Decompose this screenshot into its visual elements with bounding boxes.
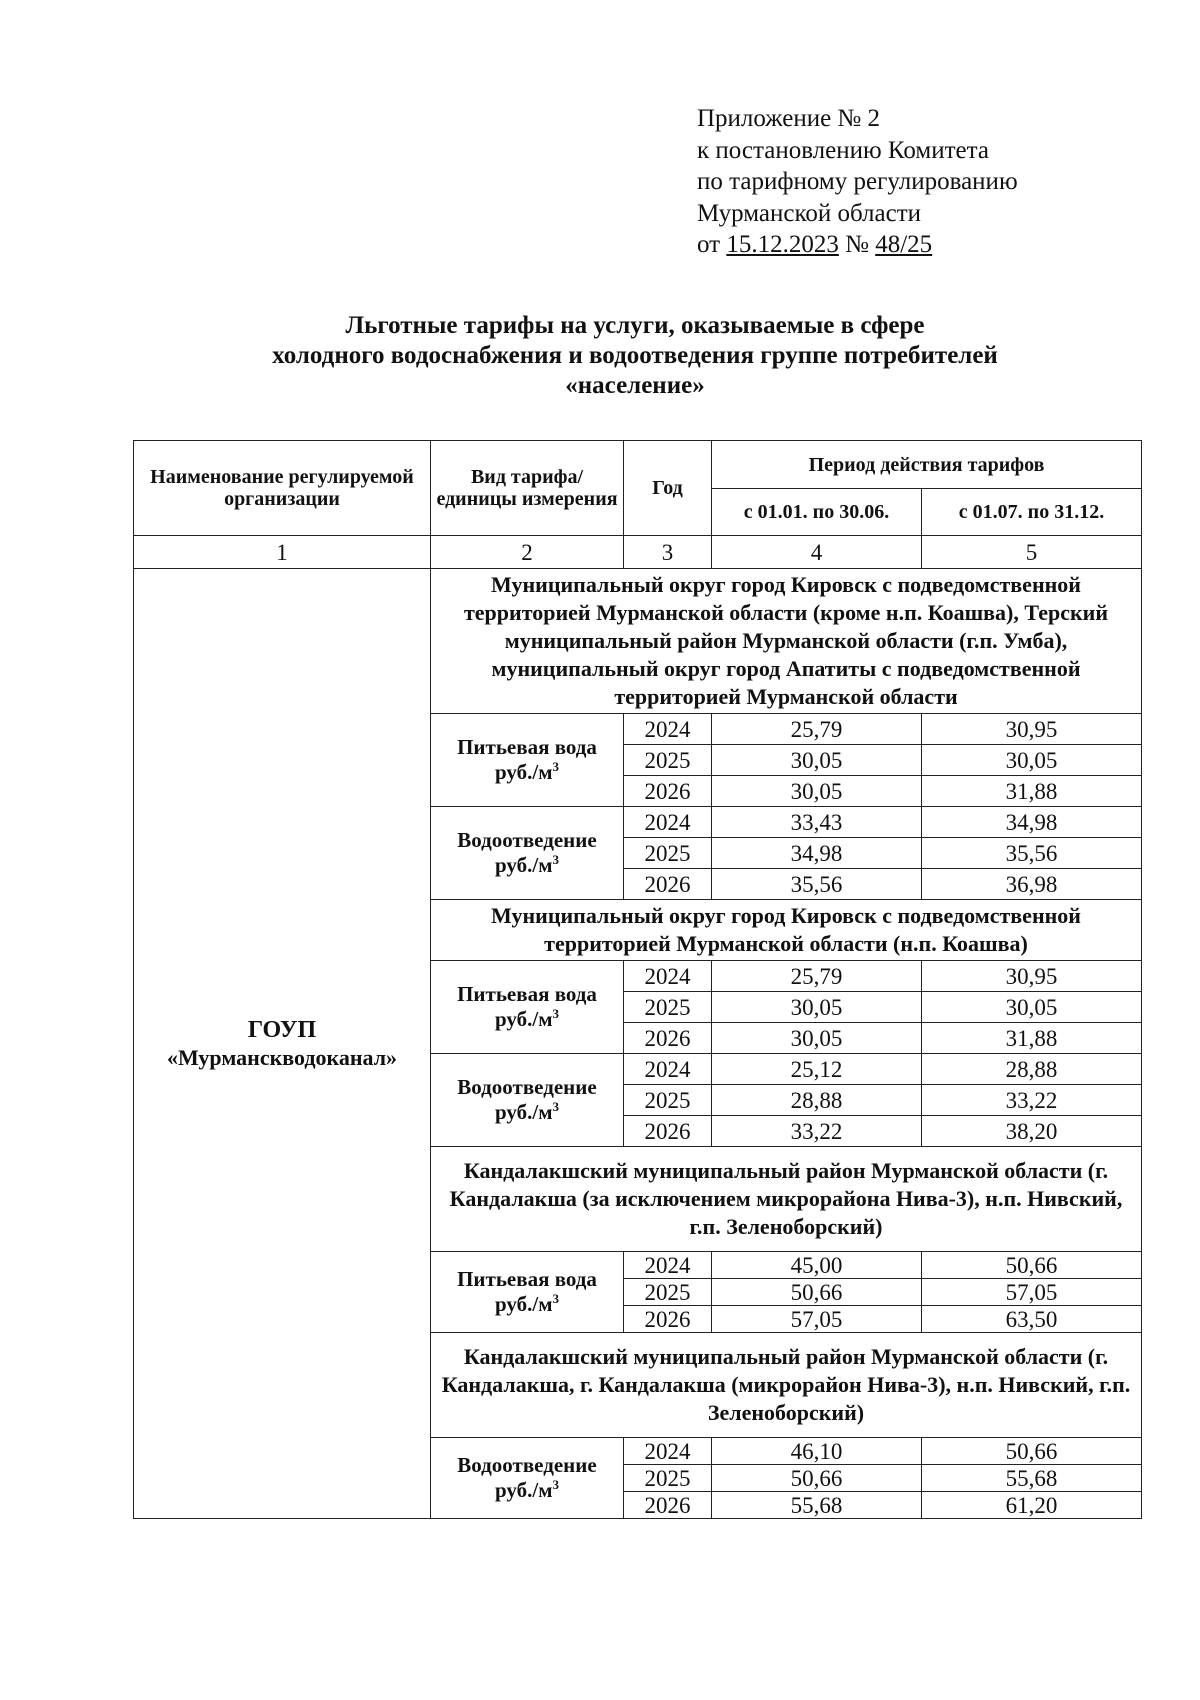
tariff-kind-label: Водоотведение (457, 828, 597, 852)
tariff-year: 2024 (624, 961, 712, 992)
tariff-year: 2024 (624, 1252, 712, 1279)
unit-label: руб./м (494, 1007, 553, 1031)
tariff-value-period-1: 50,66 (712, 1279, 922, 1306)
resolution-number: 48/25 (875, 231, 933, 258)
tariff-year: 2024 (624, 807, 712, 838)
tariff-year: 2025 (624, 838, 712, 869)
appendix-line: Мурманской области (697, 199, 922, 227)
appendix-block (697, 103, 1018, 261)
unit-label: руб./м (494, 760, 553, 784)
tariff-value-period-1: 33,22 (712, 1116, 922, 1147)
tariff-value-period-2: 30,95 (922, 714, 1142, 745)
tariff-value-period-2: 31,88 (922, 1023, 1142, 1054)
appendix-line: Приложение № 2 (697, 105, 881, 132)
header-org: Наименование регулируемой организации (134, 441, 431, 536)
tariff-kind-label: Водоотведение (457, 1075, 597, 1099)
unit-superscript: 3 (552, 1291, 559, 1306)
tariff-year: 2024 (624, 1438, 712, 1465)
header-period: Период действия тарифов (712, 441, 1142, 489)
unit-superscript: 3 (552, 1477, 559, 1492)
document-title (130, 311, 1140, 401)
tariff-value-period-1: 30,05 (712, 776, 922, 807)
tariff-value-period-2: 36,98 (922, 869, 1142, 900)
tariff-unit (431, 1478, 623, 1503)
tariff-kind-label: Питьевая вода (457, 735, 597, 759)
tariff-year: 2025 (624, 745, 712, 776)
title-line: «население» (565, 372, 705, 399)
unit-label: руб./м (494, 1100, 553, 1124)
tariff-unit (431, 1007, 623, 1032)
tariff-value-period-1: 25,79 (712, 714, 922, 745)
header-year: Год (624, 441, 712, 536)
tariff-kind (431, 1438, 624, 1519)
tariff-year: 2026 (624, 869, 712, 900)
tariff-year: 2026 (624, 1306, 712, 1333)
tariff-unit (431, 760, 623, 785)
tariff-year: 2026 (624, 1023, 712, 1054)
tariff-value-period-2: 57,05 (922, 1279, 1142, 1306)
unit-superscript: 3 (552, 852, 559, 867)
region-name: Муниципальный округ город Кировск с подведомственной территорией Мурманской области (кроме н.п. Коашва), Терский муниципальный район Мурманской области (г.п. Умба), муниципальный округ город Апатиты с подведомственной территорией Мурманской области (431, 569, 1142, 714)
tariff-unit (431, 1100, 623, 1125)
region-name: Кандалакшский муниципальный район Мурманской области (г. Кандалакша (за исключением микрорайона Нива-3), н.п. Нивский, г.п. Зеленоборский) (431, 1147, 1142, 1252)
region-row (134, 569, 1142, 714)
tariff-year: 2026 (624, 776, 712, 807)
header-kind: Вид тарифа/единицы измерения (431, 441, 624, 536)
title-line: Льготные тарифы на услуги, оказываемые в сфере (345, 312, 925, 339)
tariff-kind (431, 1252, 624, 1333)
tariff-year: 2025 (624, 1279, 712, 1306)
tariff-year: 2026 (624, 1116, 712, 1147)
tariff-value-period-1: 57,05 (712, 1306, 922, 1333)
tariff-unit (431, 1292, 623, 1317)
appendix-date-line (697, 229, 1018, 261)
tariff-table (133, 440, 1142, 1519)
tariff-unit (431, 853, 623, 878)
tariff-value-period-2: 34,98 (922, 807, 1142, 838)
tariff-value-period-2: 63,50 (922, 1306, 1142, 1333)
tariff-value-period-1: 25,79 (712, 961, 922, 992)
header-period-1: с 01.01. по 30.06. (712, 489, 922, 536)
organization-line: ГОУП (247, 1016, 317, 1043)
tariff-kind-label: Питьевая вода (457, 982, 597, 1006)
unit-label: руб./м (494, 1478, 553, 1502)
tariff-value-period-2: 30,05 (922, 992, 1142, 1023)
number-prefix: № (838, 231, 876, 258)
organization-line: «Мурманскводоканал» (166, 1044, 398, 1070)
tariff-value-period-1: 46,10 (712, 1438, 922, 1465)
column-number: 4 (712, 536, 922, 569)
tariff-year: 2024 (624, 714, 712, 745)
tariff-kind (431, 807, 624, 900)
tariff-value-period-2: 31,88 (922, 776, 1142, 807)
appendix-line: к постановлению Комитета (697, 136, 989, 164)
tariff-value-period-2: 61,20 (922, 1492, 1142, 1519)
appendix-line: по тарифному регулированию (697, 168, 1018, 195)
tariff-value-period-1: 30,05 (712, 745, 922, 776)
tariff-value-period-2: 50,66 (922, 1252, 1142, 1279)
tariff-kind-label: Водоотведение (457, 1453, 597, 1477)
tariff-value-period-1: 50,66 (712, 1465, 922, 1492)
tariff-value-period-1: 35,56 (712, 869, 922, 900)
date-prefix: от (697, 231, 727, 258)
column-number: 3 (624, 536, 712, 569)
tariff-value-period-2: 33,22 (922, 1085, 1142, 1116)
tariff-kind (431, 1054, 624, 1147)
tariff-kind-label: Питьевая вода (457, 1267, 597, 1291)
resolution-date: 15.12.2023 (726, 231, 839, 258)
tariff-value-period-2: 55,68 (922, 1465, 1142, 1492)
unit-superscript: 3 (552, 1099, 559, 1114)
tariff-year: 2025 (624, 1465, 712, 1492)
tariff-kind (431, 961, 624, 1054)
tariff-value-period-1: 30,05 (712, 992, 922, 1023)
unit-superscript: 3 (552, 1006, 559, 1021)
tariff-kind (431, 714, 624, 807)
column-number: 1 (134, 536, 431, 569)
header-period-2: с 01.07. по 31.12. (922, 489, 1142, 536)
tariff-year: 2025 (624, 992, 712, 1023)
tariff-value-period-1: 34,98 (712, 838, 922, 869)
tariff-value-period-1: 25,12 (712, 1054, 922, 1085)
column-number: 5 (922, 536, 1142, 569)
tariff-value-period-1: 30,05 (712, 1023, 922, 1054)
tariff-year: 2025 (624, 1085, 712, 1116)
tariff-value-period-1: 33,43 (712, 807, 922, 838)
tariff-value-period-2: 30,95 (922, 961, 1142, 992)
tariff-year: 2024 (624, 1054, 712, 1085)
organization-name (134, 569, 431, 1519)
unit-label: руб./м (494, 853, 553, 877)
tariff-year: 2026 (624, 1492, 712, 1519)
tariff-value-period-2: 30,05 (922, 745, 1142, 776)
tariff-value-period-1: 28,88 (712, 1085, 922, 1116)
unit-label: руб./м (494, 1292, 553, 1316)
tariff-value-period-2: 50,66 (922, 1438, 1142, 1465)
title-line: холодного водоснабжения и водоотведения группе потребителей (272, 342, 998, 369)
unit-superscript: 3 (552, 759, 559, 774)
tariff-value-period-2: 35,56 (922, 838, 1142, 869)
tariff-value-period-1: 45,00 (712, 1252, 922, 1279)
tariff-value-period-2: 28,88 (922, 1054, 1142, 1085)
tariff-value-period-2: 38,20 (922, 1116, 1142, 1147)
region-name: Муниципальный округ город Кировск с подведомственной территорией Мурманской области (н.п. Коашва) (431, 900, 1142, 961)
tariff-value-period-1: 55,68 (712, 1492, 922, 1519)
region-name: Кандалакшский муниципальный район Мурманской области (г. Кандалакша, г. Кандалакша (микрорайон Нива-3), н.п. Нивский, г.п. Зеленоборский) (431, 1333, 1142, 1438)
column-number: 2 (431, 536, 624, 569)
